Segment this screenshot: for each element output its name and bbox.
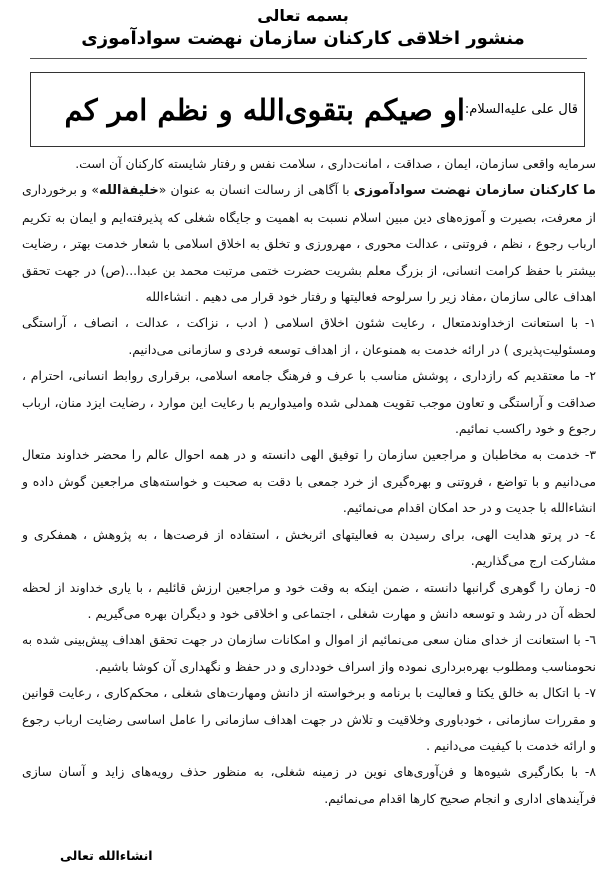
- title-divider: [30, 58, 587, 59]
- article-7: ۷- با اتکال به خالق یکتا و فعالیت با برنامه و برخواسته از دانش ومهارت‌های شغلی ، محکم‌کاری ، رعایت قوانین و مقررات سازمانی ، خودباوری وخلاقیت و تلاش در جهت اهداف سازمانی را عامل اساسی رضایت ارباب رجوع و ارائه خدمت با کیفیت می‌دانیم .: [22, 685, 596, 753]
- article-8: ۸- با بکارگیری شیوه‌ها و فن‌آوری‌های نوین در زمینه شغلی، به منظور حذف رویه‌های زاید و آسان سازی فرآیندهای اداری و انجام صحیح کارها اقدام می‌نمائیم.: [22, 764, 596, 806]
- intro-lead-text-1: با آگاهی از رسالت انسان به عنوان «: [158, 182, 354, 198]
- quote-text: او صیکم بتقوی‌الله و نظم امر کم: [64, 92, 465, 127]
- intro-lead-bold: ما کارکنان سازمان نهضت سوادآموزی: [353, 183, 596, 199]
- article-3: ۳- خدمت به مخاطبان و مراجعین سازمان را توفیق الهی دانسته و در همه احوال عالم را محضر خداوند متعال می‌دانیم و با تواضع ، فروتنی و بهره‌گیری از خرد جمعی با دقت به صحبت و خواسته‌های مراجعین گوش داده و انشاءالله با جدیت و در حد امکان اقدام می‌نمائیم.: [22, 447, 596, 516]
- intro-lead-text-2: » و برخورداری از معرفت، بصیرت و آموزه‌های دین مبین اسلام نسبت به اهمیت و جایگاه شغلی که پذیرفته‌ایم و ایمان به تکریم ارباب رجوع ، نظم ، فروتنی ، عدالت محوری ، مهرورزی و تخلق به اخلاق اسلامی با شعار خدمت بهتر ، رضایت بیشتر با حفظ کرامت انسانی، از بزرگ معلم بشریت حضرت ختمی مرتبت محمد بن عبدا...(ص) در جهت تحقق اهداف عالی سازمان ،مفاد زیر را سرلوحه فعالیتها و رفتار خود قرار می دهیم . انشاءالله: [22, 182, 596, 305]
- charter-body: [22, 151, 596, 812]
- basmala-heading: بسمه تعالی: [257, 6, 349, 25]
- article-4: ٤- در پرتو هدایت الهی، برای رسیدن به فعالیتهای اثربخش ، استفاده از فرصت‌ها ، به پژوهش ، همفکری و مشارکت ارج می‌گذاریم.: [22, 526, 596, 569]
- intro-line: سرمایه واقعی سازمان، ایمان ، صداقت ، امانت‌داری ، سلامت نفس و رفتار شایسته کارکنان آن است.: [75, 156, 596, 171]
- closing-phrase: انشاءالله تعالی: [60, 848, 153, 863]
- intro-paragraph: [22, 177, 596, 310]
- article-2: ۲- ما معتقدیم که رازداری ، پوشش مناسب با عرف و فرهنگ جامعه اسلامی، برقراری روابط انسانی، احترام ، صداقت و آراستگی و تعاون موجب تقویت همدلی شده وامیدواریم با رعایت این موارد ، رضایت ایزد منان، ارباب رجوع و خود راکسب نمائیم.: [22, 368, 596, 437]
- quote-box: [30, 72, 585, 147]
- article-1: ۱- با استعانت ازخداوندمتعال ، رعایت شئون اخلاق اسلامی ( ادب ، نزاکت ، عدالت ، انصاف ، آراستگی ومسئولیت‌پذیری ) در ارائه خدمت به همنوعان ، از اهداف توسعه فردی و سازمانی می‌دانیم.: [22, 315, 596, 357]
- document-title: منشور اخلاقی کارکنان سازمان نهضت سوادآموزی: [81, 28, 525, 49]
- article-6: ٦- با استعانت از خدای منان سعی می‌نمائیم از اموال و امکانات سازمان در جهت تحقق اهداف پیش‌بینی شده به نحومناسب ومطلوب بهره‌برداری نموده واز اسراف خودداری و در حفظ و نگهداری آن کوشا باشیم.: [22, 632, 596, 674]
- article-5: ٥- زمان را گوهری گرانبها دانسته ، ضمن اینکه به وقت خود و مراجعین ارزش قائلیم ، با یاری خداوند از لحظه لحظه آن در رشد و توسعه دانش و مهارت شغلی ، اجتماعی و اخلاقی خود و دیگران بهره می‌گیریم .: [22, 579, 596, 621]
- quote-attribution: قال علی علیه‌السلام:: [464, 102, 578, 117]
- khalifa-term: خلیفة‌الله: [98, 183, 159, 199]
